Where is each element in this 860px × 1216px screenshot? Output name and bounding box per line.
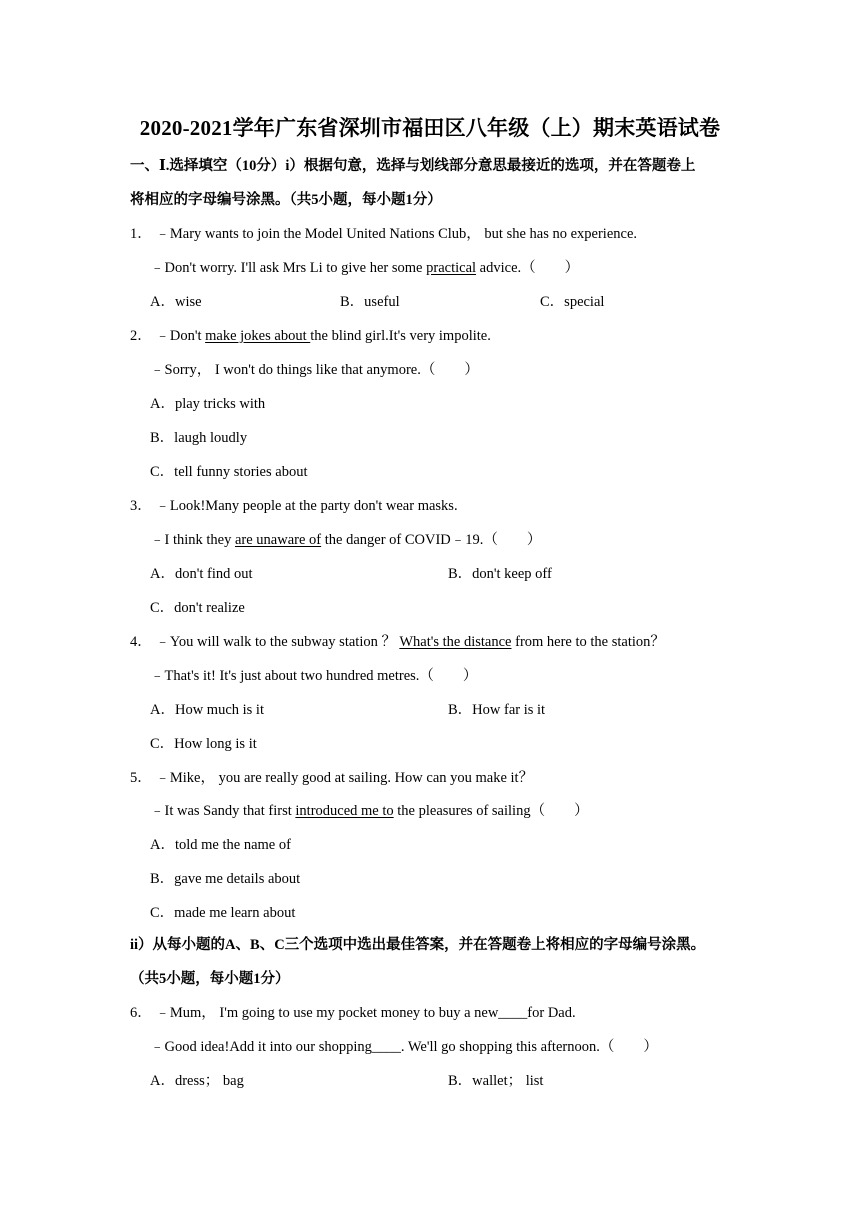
question-text-pre: ﹣You will walk to the subway station ？ [155, 634, 400, 650]
option-b: B．How far is it [448, 702, 546, 718]
option-b: B．don't keep off [448, 566, 552, 582]
question-6 [130, 1003, 576, 1023]
underlined-phrase: What's the distance [399, 634, 512, 650]
option-a: A．dress； bag [150, 1073, 244, 1089]
question-number: 3． [130, 498, 152, 514]
underlined-phrase: make jokes about [205, 328, 311, 344]
option-c: C．don't realize [150, 600, 245, 616]
underlined-phrase: are unaware of [234, 532, 322, 548]
question-6-reply: ﹣Good idea!Add it into our shopping____. We'll go shopping this afternoon.（ ） [150, 1039, 658, 1055]
option-c: C．made me learn about [150, 905, 296, 921]
reply-text-post: advice.（ ） [476, 260, 580, 276]
question-2 [130, 326, 491, 346]
question-2-reply: ﹣Sorry， I won't do things like that anymore.（ ） [150, 362, 479, 378]
option-a: A．How much is it [150, 702, 264, 718]
question-text: ﹣Look!Many people at the party don't wear masks. [155, 498, 458, 514]
section2-heading-line1: ii）从每小题的A、B、C三个选项中选出最佳答案，并在答题卷上将相应的字母编号涂黑。 [130, 937, 706, 953]
option-a: A．play tricks with [150, 396, 266, 412]
question-number: 2． [130, 328, 152, 344]
question-4-reply: ﹣That's it! It's just about two hundred metres.（ ） [150, 668, 478, 684]
question-text: ﹣Mike， you are really good at sailing. How can you make it？ [155, 770, 534, 786]
option-c: C．special [540, 294, 605, 310]
section1-heading-line2: 将相应的字母编号涂黑。（共5小题，每小题1分） [130, 192, 442, 208]
reply-text-pre: ﹣Don't worry. I'll ask Mrs Li to give her some [150, 260, 427, 276]
option-c: C．How long is it [150, 736, 257, 752]
question-number: 6． [130, 1005, 152, 1021]
option-b: B．useful [340, 294, 400, 310]
question-1-reply [150, 258, 579, 278]
option-b: B．wallet； list [448, 1073, 544, 1089]
question-5-reply [150, 801, 589, 821]
option-b: B．laugh loudly [150, 430, 248, 446]
question-5 [130, 768, 533, 788]
reply-text-pre: ﹣It was Sandy that first [150, 803, 296, 819]
underlined-phrase: introduced me to [295, 803, 394, 819]
reply-text-pre: ﹣I think they [150, 532, 235, 548]
question-number: 1． [130, 226, 152, 242]
section1-heading-line1: 一、Ⅰ.选择填空（10分）i）根据句意，选择与划线部分意思最接近的选项，并在答题卷上 [130, 158, 696, 174]
reply-text-post: the pleasures of sailing（ ） [393, 803, 589, 819]
exam-title: 2020-2021学年广东省深圳市福田区八年级（上）期末英语试卷 [139, 116, 721, 140]
question-text-post: from here to the station？ [511, 634, 665, 650]
question-number: 4． [130, 634, 152, 650]
question-text: ﹣Mary wants to join the Model United Nations Club， but she has no experience. [155, 226, 638, 242]
option-a: A．don't find out [150, 566, 253, 582]
question-number: 5． [130, 770, 152, 786]
option-a: A．wise [150, 294, 202, 310]
question-3 [130, 496, 458, 516]
section2-heading-line2: （共5小题，每小题1分） [130, 971, 290, 987]
question-1 [130, 224, 637, 244]
question-text-pre: ﹣Don't [155, 328, 206, 344]
option-a: A．told me the name of [150, 837, 291, 853]
question-text-post: the blind girl.It's very impolite. [310, 328, 491, 344]
question-3-reply [150, 530, 541, 550]
question-text: ﹣Mum， I'm going to use my pocket money to buy a new____for Dad. [155, 1005, 576, 1021]
reply-text-post: the danger of COVID﹣19.（ ） [321, 532, 542, 548]
option-c: C．tell funny stories about [150, 464, 308, 480]
underlined-phrase: practical [426, 260, 477, 276]
question-4 [130, 632, 665, 652]
option-b: B．gave me details about [150, 871, 301, 887]
